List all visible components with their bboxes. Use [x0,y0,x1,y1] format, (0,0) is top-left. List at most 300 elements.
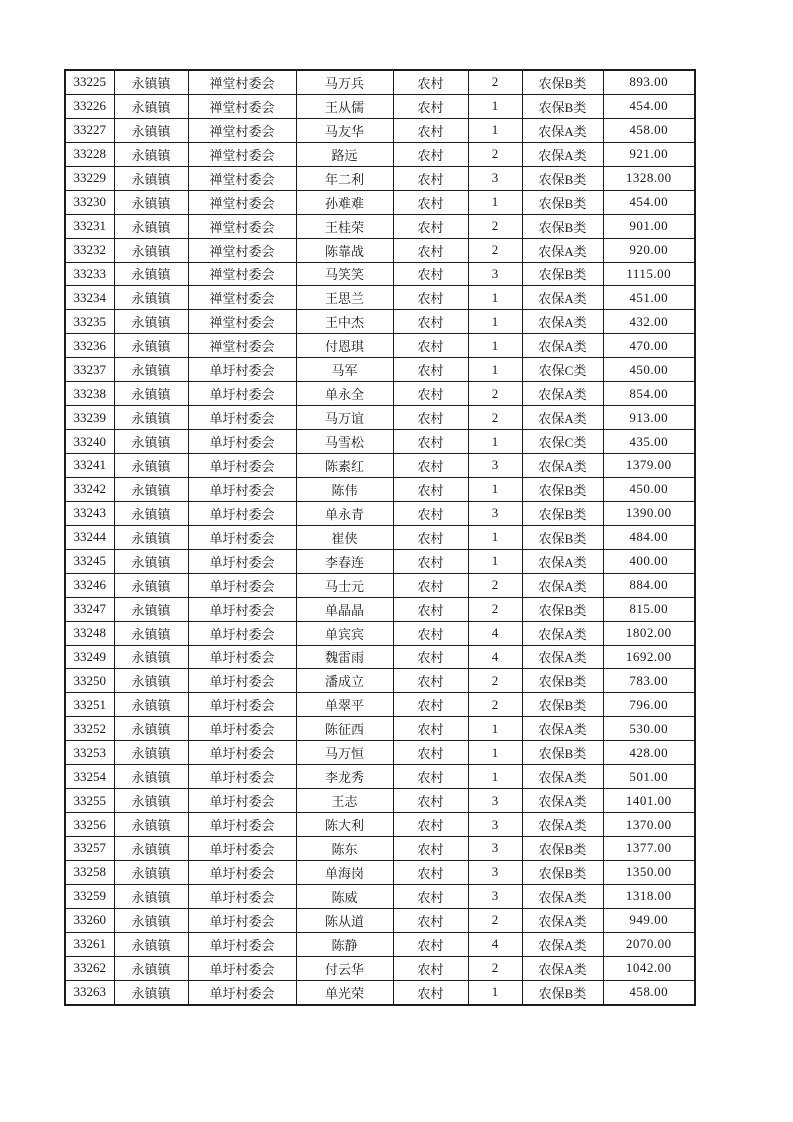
village-cell: 禅堂村委会 [188,118,296,142]
count-cell: 1 [468,430,522,454]
type-cell: 农村 [393,860,468,884]
village-cell: 单圩村委会 [188,358,296,382]
table-row [65,884,695,908]
village-cell: 禅堂村委会 [188,286,296,310]
count-cell: 3 [468,789,522,813]
table-row [65,94,695,118]
name-cell: 孙难难 [296,190,393,214]
table-row [65,741,695,765]
table-row [65,477,695,501]
town-cell: 永镇镇 [114,118,188,142]
amount-cell: 854.00 [603,382,695,406]
category-cell: 农保B类 [522,837,603,861]
amount-cell: 1318.00 [603,884,695,908]
town-cell: 永镇镇 [114,597,188,621]
name-cell: 崔侠 [296,525,393,549]
town-cell: 永镇镇 [114,382,188,406]
type-cell: 农村 [393,549,468,573]
type-cell: 农村 [393,238,468,262]
table-row [65,406,695,430]
id-cell: 33251 [65,693,114,717]
amount-cell: 1390.00 [603,501,695,525]
name-cell: 路远 [296,142,393,166]
category-cell: 农保A类 [522,286,603,310]
type-cell: 农村 [393,669,468,693]
type-cell: 农村 [393,94,468,118]
count-cell: 2 [468,908,522,932]
town-cell: 永镇镇 [114,190,188,214]
village-cell: 单圩村委会 [188,813,296,837]
category-cell: 农保A类 [522,454,603,478]
village-cell: 禅堂村委会 [188,166,296,190]
category-cell: 农保A类 [522,884,603,908]
count-cell: 3 [468,884,522,908]
name-cell: 单海岗 [296,860,393,884]
amount-cell: 451.00 [603,286,695,310]
type-cell: 农村 [393,956,468,980]
table-row [65,717,695,741]
id-cell: 33258 [65,860,114,884]
village-cell: 禅堂村委会 [188,142,296,166]
type-cell: 农村 [393,908,468,932]
id-cell: 33231 [65,214,114,238]
name-cell: 马笑笑 [296,262,393,286]
type-cell: 农村 [393,932,468,956]
count-cell: 1 [468,190,522,214]
category-cell: 农保A类 [522,118,603,142]
name-cell: 王中杰 [296,310,393,334]
name-cell: 魏雷雨 [296,645,393,669]
id-cell: 33234 [65,286,114,310]
category-cell: 农保B类 [522,741,603,765]
name-cell: 马万恒 [296,741,393,765]
table-row [65,454,695,478]
type-cell: 农村 [393,454,468,478]
count-cell: 1 [468,94,522,118]
town-cell: 永镇镇 [114,765,188,789]
amount-cell: 1802.00 [603,621,695,645]
amount-cell: 783.00 [603,669,695,693]
table-row [65,621,695,645]
amount-cell: 450.00 [603,358,695,382]
category-cell: 农保A类 [522,717,603,741]
id-cell: 33242 [65,477,114,501]
category-cell: 农保B类 [522,214,603,238]
count-cell: 4 [468,645,522,669]
town-cell: 永镇镇 [114,477,188,501]
table-row [65,382,695,406]
id-cell: 33257 [65,837,114,861]
count-cell: 1 [468,286,522,310]
name-cell: 李龙秀 [296,765,393,789]
name-cell: 潘成立 [296,669,393,693]
village-cell: 单圩村委会 [188,693,296,717]
name-cell: 陈威 [296,884,393,908]
table-row [65,693,695,717]
town-cell: 永镇镇 [114,980,188,1004]
town-cell: 永镇镇 [114,645,188,669]
village-cell: 单圩村委会 [188,477,296,501]
count-cell: 3 [468,262,522,286]
town-cell: 永镇镇 [114,94,188,118]
village-cell: 单圩村委会 [188,382,296,406]
count-cell: 1 [468,310,522,334]
name-cell: 马万谊 [296,406,393,430]
id-cell: 33249 [65,645,114,669]
name-cell: 陈素红 [296,454,393,478]
amount-cell: 884.00 [603,573,695,597]
count-cell: 1 [468,980,522,1004]
type-cell: 农村 [393,190,468,214]
amount-cell: 458.00 [603,980,695,1004]
amount-cell: 428.00 [603,741,695,765]
town-cell: 永镇镇 [114,501,188,525]
category-cell: 农保B类 [522,166,603,190]
town-cell: 永镇镇 [114,573,188,597]
town-cell: 永镇镇 [114,214,188,238]
count-cell: 4 [468,621,522,645]
table-row [65,597,695,621]
type-cell: 农村 [393,310,468,334]
type-cell: 农村 [393,477,468,501]
town-cell: 永镇镇 [114,549,188,573]
amount-cell: 893.00 [603,70,695,94]
village-cell: 单圩村委会 [188,980,296,1004]
name-cell: 陈静 [296,932,393,956]
town-cell: 永镇镇 [114,454,188,478]
id-cell: 33232 [65,238,114,262]
town-cell: 永镇镇 [114,789,188,813]
id-cell: 33244 [65,525,114,549]
category-cell: 农保A类 [522,573,603,597]
category-cell: 农保B类 [522,262,603,286]
type-cell: 农村 [393,334,468,358]
amount-cell: 432.00 [603,310,695,334]
name-cell: 单永全 [296,382,393,406]
category-cell: 农保A类 [522,334,603,358]
id-cell: 33243 [65,501,114,525]
town-cell: 永镇镇 [114,837,188,861]
type-cell: 农村 [393,765,468,789]
village-cell: 单圩村委会 [188,597,296,621]
name-cell: 陈从道 [296,908,393,932]
town-cell: 永镇镇 [114,669,188,693]
town-cell: 永镇镇 [114,717,188,741]
name-cell: 王思兰 [296,286,393,310]
village-cell: 单圩村委会 [188,430,296,454]
category-cell: 农保B类 [522,501,603,525]
id-cell: 33260 [65,908,114,932]
table-row [65,286,695,310]
count-cell: 1 [468,549,522,573]
type-cell: 农村 [393,430,468,454]
id-cell: 33259 [65,884,114,908]
name-cell: 陈靠战 [296,238,393,262]
amount-cell: 921.00 [603,142,695,166]
amount-cell: 2070.00 [603,932,695,956]
village-cell: 单圩村委会 [188,501,296,525]
name-cell: 单翠平 [296,693,393,717]
table-row [65,573,695,597]
table-row [65,142,695,166]
amount-cell: 913.00 [603,406,695,430]
amount-cell: 458.00 [603,118,695,142]
id-cell: 33230 [65,190,114,214]
category-cell: 农保B类 [522,860,603,884]
table-row [65,789,695,813]
category-cell: 农保A类 [522,238,603,262]
village-cell: 单圩村委会 [188,573,296,597]
type-cell: 农村 [393,645,468,669]
category-cell: 农保A类 [522,956,603,980]
type-cell: 农村 [393,789,468,813]
id-cell: 33241 [65,454,114,478]
name-cell: 马万兵 [296,70,393,94]
amount-cell: 1379.00 [603,454,695,478]
id-cell: 33263 [65,980,114,1004]
type-cell: 农村 [393,214,468,238]
type-cell: 农村 [393,980,468,1004]
count-cell: 2 [468,382,522,406]
name-cell: 陈大利 [296,813,393,837]
amount-cell: 1692.00 [603,645,695,669]
town-cell: 永镇镇 [114,932,188,956]
village-cell: 禅堂村委会 [188,94,296,118]
table-row [65,860,695,884]
amount-cell: 1350.00 [603,860,695,884]
table-row [65,765,695,789]
type-cell: 农村 [393,717,468,741]
amount-cell: 501.00 [603,765,695,789]
category-cell: 农保B类 [522,94,603,118]
amount-cell: 530.00 [603,717,695,741]
type-cell: 农村 [393,501,468,525]
village-cell: 禅堂村委会 [188,262,296,286]
id-cell: 33227 [65,118,114,142]
type-cell: 农村 [393,382,468,406]
table-row [65,70,695,94]
name-cell: 单永青 [296,501,393,525]
town-cell: 永镇镇 [114,262,188,286]
id-cell: 33247 [65,597,114,621]
type-cell: 农村 [393,597,468,621]
id-cell: 33250 [65,669,114,693]
category-cell: 农保A类 [522,765,603,789]
id-cell: 33235 [65,310,114,334]
table-row [65,334,695,358]
id-cell: 33239 [65,406,114,430]
town-cell: 永镇镇 [114,142,188,166]
village-cell: 单圩村委会 [188,789,296,813]
count-cell: 2 [468,573,522,597]
amount-cell: 815.00 [603,597,695,621]
category-cell: 农保B类 [522,70,603,94]
name-cell: 单光荣 [296,980,393,1004]
type-cell: 农村 [393,118,468,142]
type-cell: 农村 [393,286,468,310]
town-cell: 永镇镇 [114,741,188,765]
count-cell: 1 [468,525,522,549]
name-cell: 付恩琪 [296,334,393,358]
village-cell: 禅堂村委会 [188,214,296,238]
town-cell: 永镇镇 [114,525,188,549]
table-row [65,262,695,286]
village-cell: 单圩村委会 [188,717,296,741]
village-cell: 单圩村委会 [188,549,296,573]
type-cell: 农村 [393,693,468,717]
id-cell: 33246 [65,573,114,597]
id-cell: 33253 [65,741,114,765]
amount-cell: 435.00 [603,430,695,454]
type-cell: 农村 [393,813,468,837]
name-cell: 陈征西 [296,717,393,741]
id-cell: 33261 [65,932,114,956]
amount-cell: 949.00 [603,908,695,932]
name-cell: 马友华 [296,118,393,142]
name-cell: 李春连 [296,549,393,573]
id-cell: 33240 [65,430,114,454]
category-cell: 农保A类 [522,142,603,166]
village-cell: 禅堂村委会 [188,310,296,334]
id-cell: 33252 [65,717,114,741]
village-cell: 单圩村委会 [188,669,296,693]
type-cell: 农村 [393,573,468,597]
id-cell: 33238 [65,382,114,406]
count-cell: 3 [468,166,522,190]
type-cell: 农村 [393,142,468,166]
town-cell: 永镇镇 [114,70,188,94]
amount-cell: 920.00 [603,238,695,262]
count-cell: 2 [468,142,522,166]
category-cell: 农保B类 [522,190,603,214]
village-cell: 单圩村委会 [188,741,296,765]
id-cell: 33228 [65,142,114,166]
id-cell: 33226 [65,94,114,118]
name-cell: 马士元 [296,573,393,597]
name-cell: 马军 [296,358,393,382]
town-cell: 永镇镇 [114,813,188,837]
table-row [65,525,695,549]
village-cell: 单圩村委会 [188,956,296,980]
table-row [65,190,695,214]
table-row [65,932,695,956]
id-cell: 33233 [65,262,114,286]
amount-cell: 1328.00 [603,166,695,190]
amount-cell: 484.00 [603,525,695,549]
id-cell: 33229 [65,166,114,190]
count-cell: 2 [468,214,522,238]
count-cell: 2 [468,70,522,94]
town-cell: 永镇镇 [114,430,188,454]
count-cell: 2 [468,693,522,717]
id-cell: 33236 [65,334,114,358]
town-cell: 永镇镇 [114,334,188,358]
amount-cell: 1115.00 [603,262,695,286]
count-cell: 4 [468,932,522,956]
name-cell: 陈东 [296,837,393,861]
name-cell: 陈伟 [296,477,393,501]
count-cell: 1 [468,358,522,382]
name-cell: 单宾宾 [296,621,393,645]
table-row [65,837,695,861]
village-cell: 禅堂村委会 [188,334,296,358]
town-cell: 永镇镇 [114,310,188,334]
count-cell: 2 [468,956,522,980]
type-cell: 农村 [393,166,468,190]
id-cell: 33262 [65,956,114,980]
village-cell: 单圩村委会 [188,525,296,549]
town-cell: 永镇镇 [114,884,188,908]
village-cell: 单圩村委会 [188,837,296,861]
town-cell: 永镇镇 [114,908,188,932]
town-cell: 永镇镇 [114,166,188,190]
count-cell: 1 [468,741,522,765]
table-row [65,980,695,1004]
id-cell: 33256 [65,813,114,837]
name-cell: 马雪松 [296,430,393,454]
count-cell: 3 [468,454,522,478]
category-cell: 农保A类 [522,932,603,956]
type-cell: 农村 [393,525,468,549]
table-row [65,238,695,262]
category-cell: 农保B类 [522,597,603,621]
category-cell: 农保B类 [522,669,603,693]
name-cell: 单晶晶 [296,597,393,621]
type-cell: 农村 [393,837,468,861]
village-cell: 单圩村委会 [188,645,296,669]
table-row [65,214,695,238]
table-row [65,908,695,932]
type-cell: 农村 [393,741,468,765]
village-cell: 单圩村委会 [188,860,296,884]
count-cell: 3 [468,837,522,861]
village-cell: 禅堂村委会 [188,70,296,94]
type-cell: 农村 [393,262,468,286]
amount-cell: 1377.00 [603,837,695,861]
category-cell: 农保C类 [522,358,603,382]
id-cell: 33245 [65,549,114,573]
count-cell: 1 [468,477,522,501]
village-cell: 禅堂村委会 [188,238,296,262]
category-cell: 农保A类 [522,310,603,334]
village-cell: 单圩村委会 [188,884,296,908]
id-cell: 33225 [65,70,114,94]
count-cell: 1 [468,765,522,789]
count-cell: 2 [468,669,522,693]
id-cell: 33248 [65,621,114,645]
category-cell: 农保A类 [522,645,603,669]
amount-cell: 796.00 [603,693,695,717]
count-cell: 1 [468,717,522,741]
table-row [65,430,695,454]
town-cell: 永镇镇 [114,621,188,645]
name-cell: 年二利 [296,166,393,190]
amount-cell: 454.00 [603,94,695,118]
amount-cell: 1370.00 [603,813,695,837]
id-cell: 33254 [65,765,114,789]
village-cell: 禅堂村委会 [188,190,296,214]
id-cell: 33255 [65,789,114,813]
count-cell: 3 [468,501,522,525]
count-cell: 3 [468,860,522,884]
village-cell: 单圩村委会 [188,932,296,956]
table-row [65,166,695,190]
table-row [65,501,695,525]
table-row [65,118,695,142]
town-cell: 永镇镇 [114,358,188,382]
town-cell: 永镇镇 [114,860,188,884]
table-row [65,310,695,334]
